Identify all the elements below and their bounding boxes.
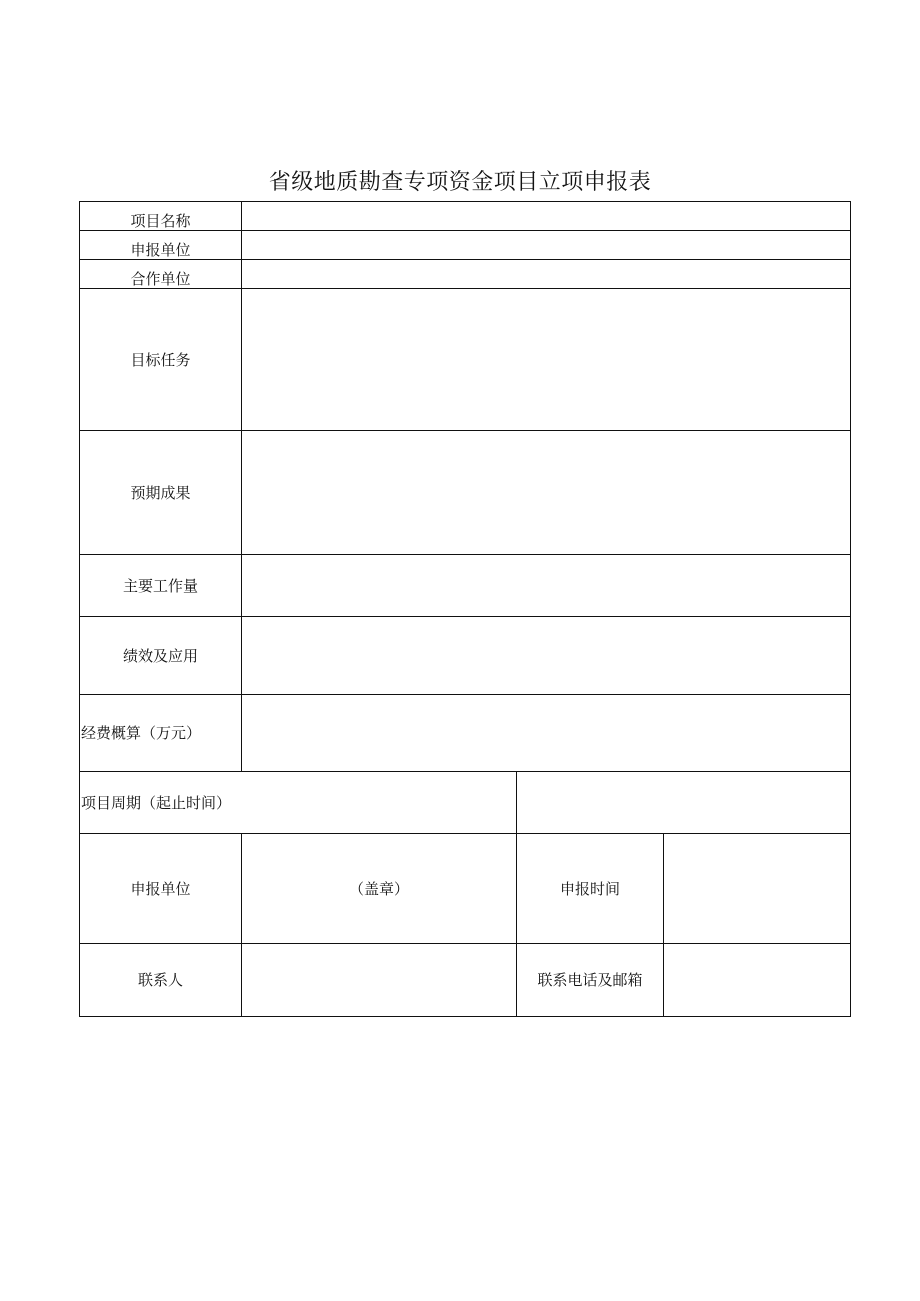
row-project-period — [80, 772, 851, 834]
row-contact — [80, 944, 851, 1017]
row-partner-unit — [80, 260, 851, 289]
field-applicant-unit[interactable] — [242, 231, 851, 260]
field-performance-application[interactable] — [242, 617, 851, 695]
label-sign-unit: 申报单位 — [80, 834, 242, 944]
label-target-tasks: 目标任务 — [80, 289, 242, 431]
label-main-workload: 主要工作量 — [80, 555, 242, 617]
row-applicant-unit — [80, 231, 851, 260]
form-title: 省级地质勘查专项资金项目立项申报表 — [268, 170, 652, 195]
label-project-name: 项目名称 — [80, 202, 242, 231]
label-expected-results: 预期成果 — [80, 431, 242, 555]
label-contact-phone-email: 联系电话及邮箱 — [517, 944, 664, 1017]
label-partner-unit: 合作单位 — [80, 260, 242, 289]
row-expected-results — [80, 431, 851, 555]
field-partner-unit[interactable] — [242, 260, 851, 289]
row-performance-application — [80, 617, 851, 695]
field-apply-time[interactable] — [664, 834, 851, 944]
field-contact[interactable] — [242, 944, 517, 1017]
row-target-tasks — [80, 289, 851, 431]
application-form-table — [79, 201, 851, 1017]
seal-cell: （盖章） — [242, 834, 517, 944]
field-target-tasks[interactable] — [242, 289, 851, 431]
label-apply-time: 申报时间 — [517, 834, 664, 944]
row-project-name — [80, 202, 851, 231]
row-main-workload — [80, 555, 851, 617]
label-applicant-unit: 申报单位 — [80, 231, 242, 260]
label-performance-application: 绩效及应用 — [80, 617, 242, 695]
label-project-period: 项目周期（起止时间） — [80, 772, 517, 834]
field-contact-phone-email[interactable] — [664, 944, 851, 1017]
row-sign-unit — [80, 834, 851, 944]
field-expected-results[interactable] — [242, 431, 851, 555]
field-main-workload[interactable] — [242, 555, 851, 617]
field-project-period[interactable] — [517, 772, 851, 834]
field-project-name[interactable] — [242, 202, 851, 231]
field-budget[interactable] — [242, 695, 851, 772]
label-budget: 经费概算（万元） — [80, 695, 242, 772]
row-budget — [80, 695, 851, 772]
label-contact: 联系人 — [80, 944, 242, 1017]
